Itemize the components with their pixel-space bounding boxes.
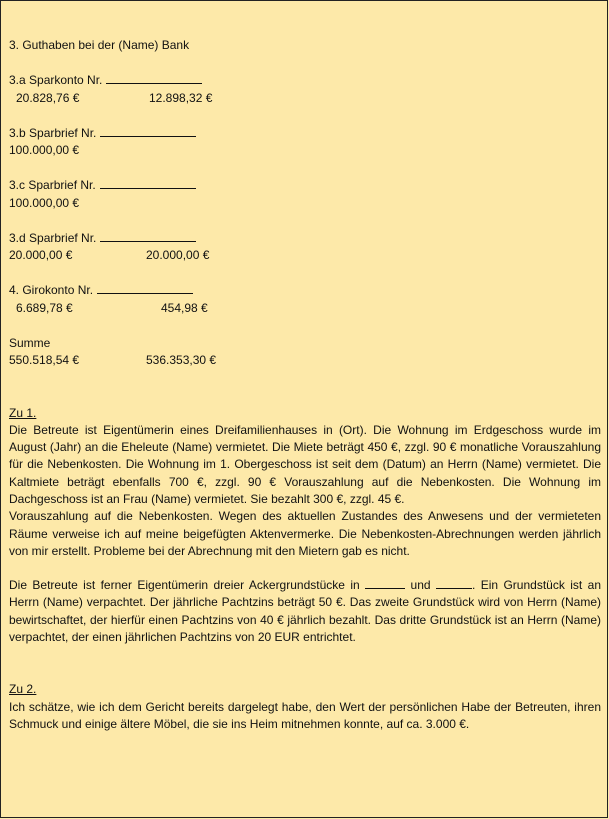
account-number-blank <box>97 282 193 294</box>
account-amount-row <box>9 142 601 160</box>
document-content <box>9 37 601 733</box>
amount-1: 6.689,78 € <box>16 300 73 315</box>
account-amount-row <box>9 247 601 265</box>
section1-heading: Zu 1. <box>9 405 37 420</box>
sum-label: Summe <box>9 335 51 350</box>
amount-2: 20.000,00 € <box>146 248 210 262</box>
amount-1: 100.000,00 € <box>9 143 80 157</box>
amount-2: 454,98 € <box>161 300 208 315</box>
sum-amount-2: 536.353,30 € <box>146 353 217 367</box>
location-blank-1 <box>365 577 405 589</box>
section1-paragraph-2: Vorauszahlung auf die Nebenkosten. Wegen des aktuellen Zustandes des Anwesens und der vermieteten Räume verweise ich auf meine beigefügten Aktenvermerke. Die Nebenkosten-Abrechnungen werden jährlich von mir erstellt. Probleme bei der Abrechnung mit den Mietern gab es nicht. <box>9 509 601 558</box>
account-number-blank <box>100 125 196 137</box>
account-number-blank <box>100 230 196 242</box>
paragraph-3-and: und <box>410 578 431 593</box>
account-label: 4. Girokonto Nr. <box>9 283 94 297</box>
account-amount-row <box>9 300 601 318</box>
account-amount-row <box>9 90 601 108</box>
account-label-row <box>9 282 601 300</box>
account-amount-row <box>9 195 601 213</box>
amount-1: 20.000,00 € <box>9 248 73 262</box>
section1-paragraph-3 <box>9 577 601 646</box>
location-blank-2 <box>436 577 472 589</box>
paragraph-3-start: Die Betreute ist ferner Eigentümerin dreier Ackergrundstücke in <box>9 578 360 593</box>
account-number-blank <box>100 177 196 189</box>
section1-paragraph-1: Die Betreute ist Eigentümerin eines Dreifamilienhauses in (Ort). Die Wohnung im Erdgeschoss wurde im August (Jahr) an die Eheleute (Name) vermietet. Die Miete beträgt 450 €, zzgl. 90 € monatliche Vorauszahlung für die Nebenkosten. Die Wohnung im 1. Obergeschoss ist seit dem (Datum) an Herrn (Name) vermietet. Die Kaltmiete beträgt ebenfalls 700 €, zzgl. 90 € Vorauszahlung auf die Nebenkosten. Die Wohnung im Dachgeschoss ist an Frau (Name) vermietet. Sie bezahlt 300 €, zzgl. 45 €. <box>9 422 601 506</box>
sum-amount-row <box>9 352 601 370</box>
assets-title: 3. Guthaben bei der (Name) Bank <box>9 38 190 52</box>
account-number-blank <box>106 72 202 84</box>
section2-paragraph-1: Ich schätze, wie ich dem Gericht bereits dargelegt habe, den Wert der persönlichen Habe der Betreuten, ihren Schmuck und einige ältere Möbel, die sie ins Heim mitnehmen konnte, auf ca. 3.000 €. <box>9 699 601 731</box>
account-label: 3.b Sparbrief Nr. <box>9 125 97 140</box>
account-label: 3.c Sparbrief Nr. <box>9 178 96 192</box>
account-label: 3.a Sparkonto Nr. <box>9 73 103 87</box>
section2-heading: Zu 2. <box>9 682 37 697</box>
amount-1: 20.828,76 € <box>16 90 80 105</box>
sum-amount-1: 550.518,54 € <box>9 353 80 367</box>
account-label-row <box>9 72 601 90</box>
account-label-row <box>9 177 601 195</box>
paragraph-3-end: . Ein Grundstück ist an Herrn (Name) verpachtet. Der jährliche Pachtzins beträgt 50 €. Das zweite Grundstück wird von Herrn (Name) bewirtschaftet, der hierfür einen Pachtzins von 40 € jährlich bezahlt. Das dritte Grundstück ist an Herrn (Name) verpachtet, der einen jährlichen Pachtzins von 20 EUR entrichtet. <box>9 578 601 645</box>
amount-2: 12.898,32 € <box>149 90 213 105</box>
account-label-row <box>9 125 601 143</box>
account-label-row <box>9 230 601 248</box>
amount-1: 100.000,00 € <box>9 195 80 210</box>
account-label: 3.d Sparbrief Nr. <box>9 230 97 245</box>
